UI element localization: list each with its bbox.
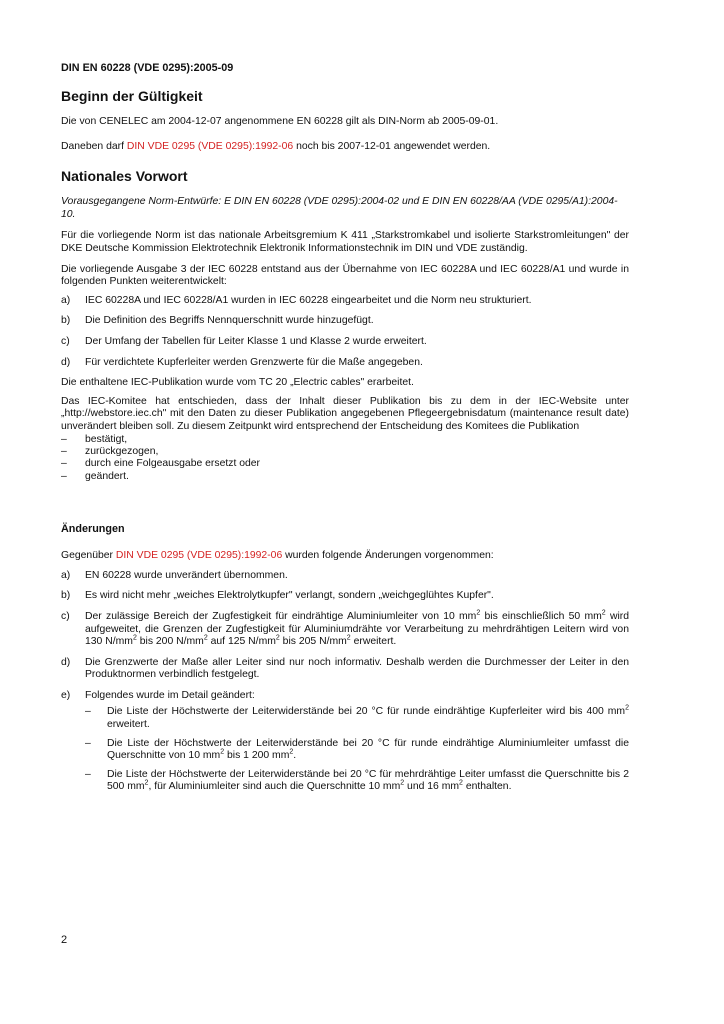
text-segment: noch bis 2007-12-01 angewendet werden. bbox=[293, 140, 491, 152]
list-item bbox=[61, 315, 629, 328]
dash-label: – bbox=[85, 737, 91, 749]
superscript: 2 bbox=[132, 634, 137, 642]
text-segment: auf 125 N/mm bbox=[207, 636, 276, 648]
text-segment: Daneben darf bbox=[61, 140, 127, 152]
dash-label: – bbox=[85, 768, 91, 780]
list-text: Es wird nicht mehr „weiches Elektrolytkupfer" verlangt, sondern „weichgeglühtes Kupfer". bbox=[85, 590, 494, 602]
list-text: IEC 60228A und IEC 60228/A1 wurden in IEC 60228 eingearbeitet und die Norm neu strukturiert. bbox=[85, 294, 532, 306]
norm-reference: DIN VDE 0295 (VDE 0295):1992-06 bbox=[115, 550, 283, 562]
list-text bbox=[107, 769, 629, 794]
list-text: Für verdichtete Kupferleiter werden Grenzwerte für die Maße angegeben. bbox=[85, 356, 423, 368]
development-list bbox=[61, 295, 629, 369]
publication-status-list bbox=[61, 434, 629, 484]
list-item bbox=[61, 336, 629, 349]
committee-paragraph: Für die vorliegende Norm ist das nationale Arbeitsgremium K 411 „Starkstromkabel und isolierte Starkstromleitungen" der DKE Deutsche Kommission Elektrotechnik Elektronik Informationstechnik im DIN und VDE zuständig. bbox=[61, 230, 629, 254]
text-segment: und 16 mm bbox=[404, 781, 460, 793]
superscript: 2 bbox=[459, 779, 463, 787]
superscript: 2 bbox=[289, 748, 294, 756]
list-text: zurückgezogen, bbox=[85, 445, 159, 457]
list-text: durch eine Folgeausgabe ersetzt oder bbox=[85, 458, 261, 470]
section-title-changes: Änderungen bbox=[61, 523, 125, 536]
text-segment: . bbox=[293, 750, 297, 762]
list-item bbox=[61, 471, 629, 483]
list-text: Der Umfang der Tabellen für Leiter Klasse 1 und Klasse 2 wurde erweitert. bbox=[85, 335, 427, 347]
list-item bbox=[61, 434, 629, 446]
list-item bbox=[85, 706, 629, 731]
dash-label: – bbox=[61, 458, 67, 470]
list-item bbox=[85, 738, 629, 763]
text-segment: wird aufgeweitet, die Grenzen der Zugfestigkeit für Aluminiumdrähte vor Verarbeitung zu mehrdrähtigen Leitern wird von 130 N/mm bbox=[85, 610, 629, 648]
text-segment: enthalten. bbox=[462, 781, 512, 793]
superscript: 2 bbox=[203, 634, 208, 642]
replacement-paragraph bbox=[61, 141, 629, 154]
list-text: EN 60228 wurde unverändert übernommen. bbox=[85, 569, 288, 581]
iec-committee-paragraph: Das IEC-Komitee hat entschieden, dass der Inhalt dieser Publikation bis zu dem in der IEC-Website unter „http://webstore.iec.ch" mit den Daten zu dieser Publikation angegebenen Pflegeergebnisdatum (maintenance result date) unverändert bleiben soll. Zu diesem Zeitpunkt wird entsprechend der Entscheidung des Komitees die Publikation bbox=[61, 395, 629, 432]
text-segment: erweitert. bbox=[350, 636, 397, 648]
list-item bbox=[61, 458, 629, 470]
list-text: Folgendes wurde im Detail geändert: bbox=[85, 689, 255, 701]
tc-paragraph: Die enthaltene IEC-Publikation wurde vom TC 20 „Electric cables" erarbeitet. bbox=[61, 377, 414, 389]
list-item bbox=[61, 295, 629, 308]
changes-intro bbox=[61, 550, 629, 563]
list-label: c) bbox=[61, 610, 70, 622]
superscript: 2 bbox=[346, 634, 351, 642]
list-item bbox=[61, 611, 629, 649]
section-title-foreword: Nationales Vorwort bbox=[61, 168, 188, 185]
list-text bbox=[107, 706, 629, 731]
text-segment: erweitert. bbox=[107, 719, 150, 731]
list-text: geändert. bbox=[85, 470, 129, 482]
text-segment: Die Liste der Höchstwerte der Leiterwiderstände bei 20 °C für runde eindrähtige Kupferleiter wird bis 400 mm bbox=[107, 706, 626, 718]
detail-changes-list bbox=[85, 706, 629, 794]
edition-paragraph: Die vorliegende Ausgabe 3 der IEC 60228 entstand aus der Übernahme von IEC 60228A und IEC 60228/A1 und wurde in folgenden Punkten weiterentwickelt: bbox=[61, 263, 629, 288]
list-item bbox=[61, 570, 629, 583]
superscript: 2 bbox=[625, 705, 629, 712]
validity-paragraph: Die von CENELEC am 2004-12-07 angenommene EN 60228 gilt als DIN-Norm ab 2005-09-01. bbox=[61, 116, 499, 127]
text-segment: bis 200 N/mm bbox=[136, 636, 204, 648]
text-segment: bis 205 N/mm bbox=[279, 636, 347, 648]
drafts-paragraph: Vorausgegangene Norm-Entwürfe: E DIN EN 60228 (VDE 0295):2004-02 und E DIN EN 60228/AA (VDE 0295/A1):2004-10. bbox=[61, 196, 618, 220]
dash-label: – bbox=[61, 445, 67, 457]
list-text: Die Definition des Begriffs Nennquerschnitt wurde hinzugefügt. bbox=[85, 315, 374, 327]
dash-label: – bbox=[61, 433, 67, 445]
list-item bbox=[61, 446, 629, 458]
list-item bbox=[61, 357, 629, 370]
list-label: a) bbox=[61, 294, 71, 306]
text-segment: wurden folgende Änderungen vorgenommen: bbox=[282, 550, 494, 562]
norm-reference: DIN VDE 0295 (VDE 0295):1992-06 bbox=[126, 140, 294, 152]
text-segment: Die Liste der Höchstwerte der Leiterwiderstände bei 20 °C für mehrdrähtige Leiter umfasst die Querschnitte bis 2 500 mm bbox=[107, 768, 629, 793]
superscript: 2 bbox=[275, 634, 280, 642]
list-text: Die Grenzwerte der Maße aller Leiter sind nur noch informativ. Deshalb werden die Durchmesser der Leiter in den Produktnormen verbindlich festgelegt. bbox=[85, 656, 629, 681]
document-page bbox=[61, 62, 629, 802]
list-label: a) bbox=[61, 569, 71, 581]
superscript: 2 bbox=[144, 779, 149, 787]
text-segment: bis 1 200 mm bbox=[224, 750, 290, 762]
text-segment: bis einschließlich 50 mm bbox=[480, 610, 602, 622]
list-item bbox=[61, 590, 629, 603]
dash-label: – bbox=[61, 470, 67, 482]
superscript: 2 bbox=[400, 779, 405, 787]
list-label: c) bbox=[61, 335, 70, 347]
superscript: 2 bbox=[220, 748, 225, 756]
superscript: 2 bbox=[476, 609, 481, 617]
changes-list bbox=[61, 570, 629, 794]
list-label: b) bbox=[61, 315, 71, 327]
list-label: b) bbox=[61, 590, 71, 602]
text-segment: Gegenüber bbox=[61, 550, 116, 562]
dash-label: – bbox=[85, 706, 91, 718]
text-segment: Der zulässige Bereich der Zugfestigkeit für eindrähtige Aluminiumleiter von 10 mm bbox=[85, 610, 477, 622]
list-item bbox=[85, 769, 629, 794]
list-label: d) bbox=[61, 656, 71, 668]
list-text: bestätigt, bbox=[85, 433, 128, 445]
text-segment: , für Aluminiumleiter sind auch die Querschnitte 10 mm bbox=[148, 781, 401, 793]
list-item bbox=[61, 690, 629, 794]
section-title-validity: Beginn der Gültigkeit bbox=[61, 88, 203, 104]
list-text bbox=[107, 738, 629, 763]
superscript: 2 bbox=[601, 609, 606, 617]
list-label: d) bbox=[61, 356, 71, 368]
text-segment: Die Liste der Höchstwerte der Leiterwiderstände bei 20 °C für runde eindrähtige Aluminiumleiter umfasst die Querschnitte von 10 mm bbox=[107, 737, 629, 762]
document-header: DIN EN 60228 (VDE 0295):2005-09 bbox=[61, 62, 234, 74]
list-text bbox=[85, 611, 629, 649]
page-number: 2 bbox=[61, 934, 68, 946]
list-label: e) bbox=[61, 689, 71, 701]
list-item bbox=[61, 657, 629, 682]
